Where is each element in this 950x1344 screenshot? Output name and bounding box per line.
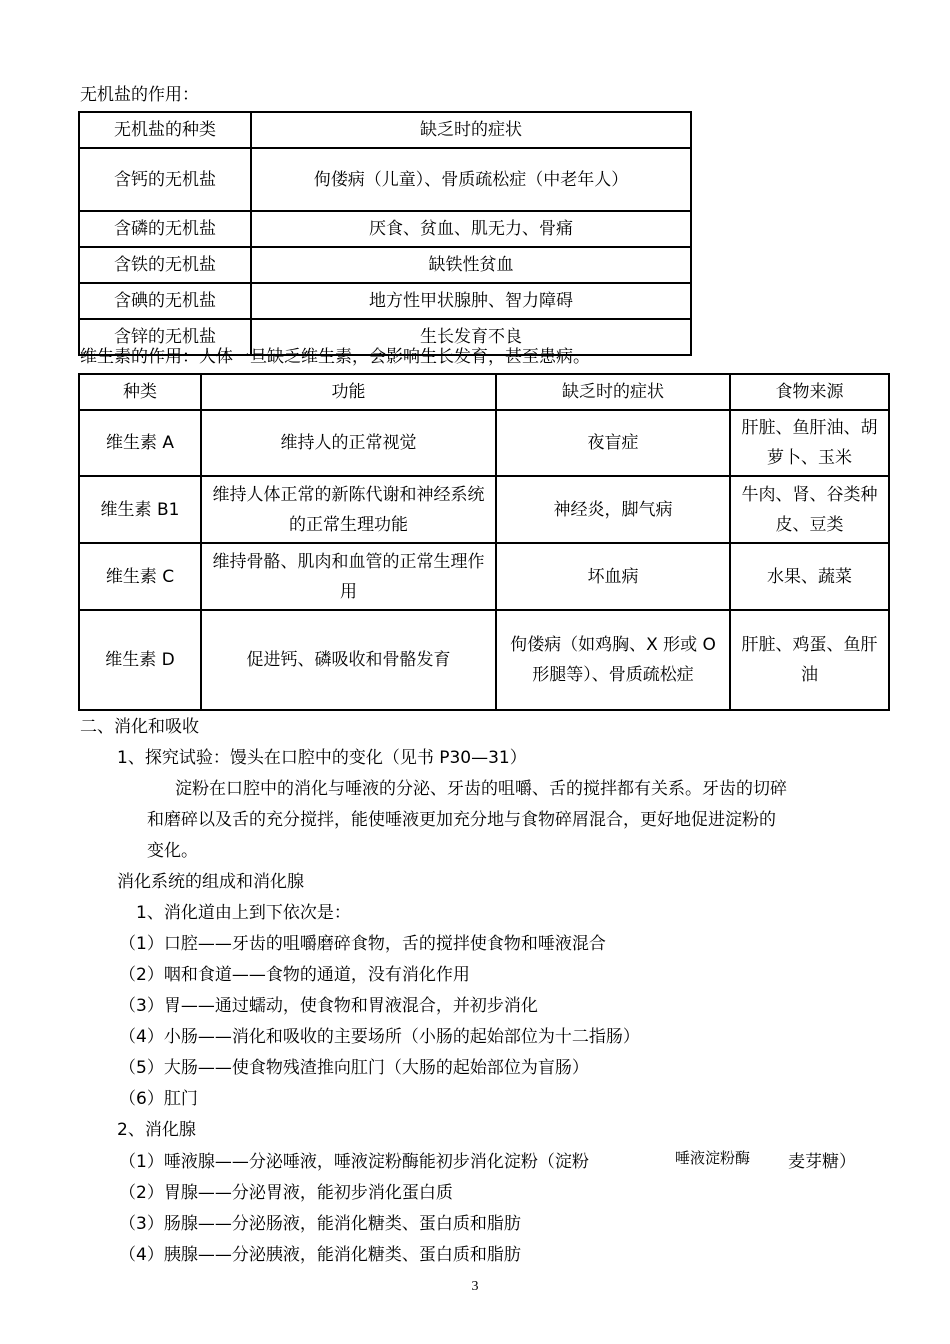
list-item: （2）胃腺——分泌胃液，能初步消化蛋白质 <box>119 1183 453 1203</box>
experiment-line: 淀粉在口腔中的消化与唾液的分泌、牙齿的咀嚼、舌的搅拌都有关系。牙齿的切碎 <box>175 779 787 799</box>
table-cell: 维生素 A <box>79 410 201 476</box>
table-header-cell: 缺乏时的症状 <box>251 112 691 148</box>
list-item-end: 麦芽糖） <box>788 1152 856 1172</box>
table-row <box>79 476 889 543</box>
table-cell: 夜盲症 <box>496 410 730 476</box>
table-cell: 厌食、贫血、肌无力、骨痛 <box>251 211 691 247</box>
list-item: （5）大肠——使食物残渣推向肛门（大肠的起始部位为盲肠） <box>119 1058 589 1078</box>
list-item: （4）小肠——消化和吸收的主要场所（小肠的起始部位为十二指肠） <box>119 1027 640 1047</box>
section-title: 二、消化和吸收 <box>80 717 199 737</box>
table-row <box>79 112 691 148</box>
table-cell: 含钙的无机盐 <box>79 148 251 211</box>
system-title: 消化系统的组成和消化腺 <box>117 872 304 892</box>
table-row <box>79 610 889 710</box>
table-cell: 牛肉、肾、谷类种皮、豆类 <box>730 476 889 543</box>
table-cell: 维持人体正常的新陈代谢和神经系统的正常生理功能 <box>201 476 496 543</box>
vitamins-heading: 维生素的作用：人体一旦缺乏维生素，会影响生长发育，甚至患病。 <box>80 347 590 367</box>
table-row <box>79 247 691 283</box>
table-cell: 神经炎，脚气病 <box>496 476 730 543</box>
table-cell: 地方性甲状腺肿、智力障碍 <box>251 283 691 319</box>
list-item: （1）口腔——牙齿的咀嚼磨碎食物，舌的搅拌使食物和唾液混合 <box>119 934 606 954</box>
table-header-cell: 无机盐的种类 <box>79 112 251 148</box>
table-cell: 含碘的无机盐 <box>79 283 251 319</box>
table-row <box>79 374 889 410</box>
table-header-cell: 种类 <box>79 374 201 410</box>
table-cell: 肝脏、鸡蛋、鱼肝油 <box>730 610 889 710</box>
list-item: （1）唾液腺——分泌唾液，唾液淀粉酶能初步消化淀粉（淀粉 <box>119 1152 589 1172</box>
list-item: （2）咽和食道——食物的通道，没有消化作用 <box>119 965 470 985</box>
vitamins-table <box>78 373 890 711</box>
table-cell: 维生素 D <box>79 610 201 710</box>
minerals-table <box>78 111 692 356</box>
table-cell: 维持人的正常视觉 <box>201 410 496 476</box>
table-header-cell: 缺乏时的症状 <box>496 374 730 410</box>
enzyme-label: 唾液淀粉酶 <box>675 1149 751 1167</box>
table-cell: 维生素 B1 <box>79 476 201 543</box>
table-cell: 生长发育不良 <box>251 319 691 355</box>
experiment-title: 1、探究试验：馒头在口腔中的变化（见书 P30—31） <box>117 748 527 768</box>
table-cell: 含磷的无机盐 <box>79 211 251 247</box>
list-item: （4）胰腺——分泌胰液，能消化糖类、蛋白质和脂肪 <box>119 1245 521 1265</box>
table-row <box>79 211 691 247</box>
page-number: 3 <box>471 1279 479 1294</box>
table-row <box>79 410 889 476</box>
table-cell: 含锌的无机盐 <box>79 319 251 355</box>
table-row <box>79 148 691 211</box>
gland-title: 2、消化腺 <box>117 1120 196 1140</box>
minerals-heading: 无机盐的作用： <box>80 85 199 105</box>
table-cell: 促进钙、磷吸收和骨骼发育 <box>201 610 496 710</box>
tract-title: 1、消化道由上到下依次是： <box>136 903 351 923</box>
table-row <box>79 283 691 319</box>
table-cell: 肝脏、鱼肝油、胡萝卜、玉米 <box>730 410 889 476</box>
table-cell: 维生素 C <box>79 543 201 610</box>
table-cell: 维持骨骼、肌肉和血管的正常生理作用 <box>201 543 496 610</box>
table-header-cell: 功能 <box>201 374 496 410</box>
table-row <box>79 543 889 610</box>
table-cell: 含铁的无机盐 <box>79 247 251 283</box>
experiment-line: 变化。 <box>147 841 198 861</box>
table-cell: 佝偻病（儿童）、骨质疏松症（中老年人） <box>251 148 691 211</box>
table-cell: 佝偻病（如鸡胸、X 形或 O 形腿等）、骨质疏松症 <box>496 610 730 710</box>
table-cell: 坏血病 <box>496 543 730 610</box>
experiment-line: 和磨碎以及舌的充分搅拌，能使唾液更加充分地与食物碎屑混合，更好地促进淀粉的 <box>147 810 776 830</box>
list-item: （3）胃——通过蠕动，使食物和胃液混合，并初步消化 <box>119 996 538 1016</box>
list-item: （3）肠腺——分泌肠液，能消化糖类、蛋白质和脂肪 <box>119 1214 521 1234</box>
table-cell: 缺铁性贫血 <box>251 247 691 283</box>
table-cell: 水果、蔬菜 <box>730 543 889 610</box>
table-header-cell: 食物来源 <box>730 374 889 410</box>
list-item: （6）肛门 <box>119 1089 198 1109</box>
